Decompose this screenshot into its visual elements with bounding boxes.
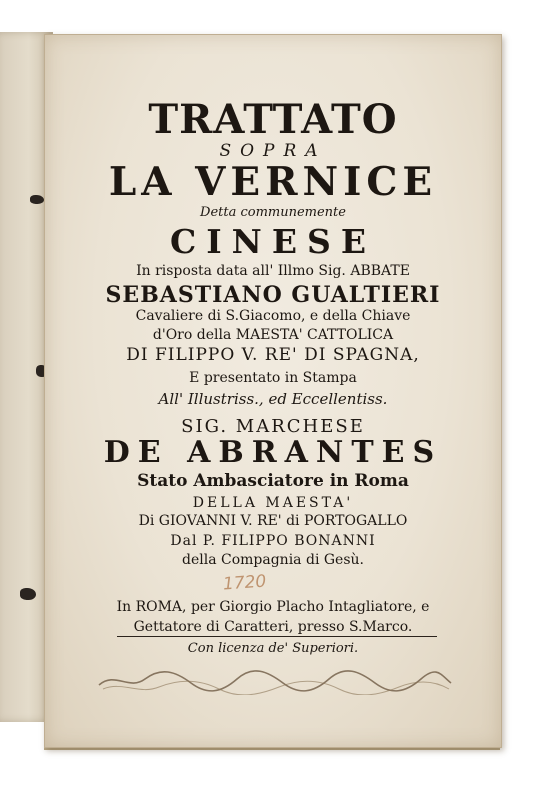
- imprint-line-2: Gettatore di Caratteri, presso S.Marco.: [133, 619, 413, 635]
- imprint-rule: [117, 636, 437, 637]
- title-sopra: SOPRA: [219, 141, 327, 161]
- presented-line: E presentato in Stampa: [189, 370, 357, 386]
- wormhole: [20, 588, 36, 600]
- author-line: Dal P. FILIPPO BONANNI: [170, 533, 376, 549]
- dedicatee-title-1: Cavaliere di S.Giacomo, e della Chiave: [135, 308, 411, 324]
- dedicatee-title-2: d'Oro della MAESTA' CATTOLICA: [152, 327, 394, 343]
- decorative-border-ornament: [95, 667, 455, 695]
- license-line: Con licenza de' Superiori.: [187, 641, 359, 656]
- king-of-portugal: Di GIOVANNI V. RE' di PORTOGALLO: [138, 513, 408, 529]
- ambassador-line: Stato Ambasciatore in Roma: [137, 471, 409, 491]
- dedication-line: In risposta data all' Illmo Sig. ABBATE: [136, 263, 410, 279]
- honorific-line: All' Illustriss., ed Eccellentiss.: [158, 390, 388, 408]
- society-line: della Compagnia di Gesù.: [182, 552, 364, 568]
- marchese-line: SIG. MARCHESE: [181, 416, 365, 437]
- dedicatee-name: SEBASTIANO GUALTIERI: [105, 282, 441, 308]
- de-abrantes: DE ABRANTES: [103, 435, 443, 470]
- king-of-spain: DI FILIPPO V. RE' DI SPAGNA,: [126, 345, 420, 365]
- title-trattato: TRATTATO: [148, 96, 398, 143]
- majesty-line: DELLA MAESTA': [192, 495, 354, 511]
- title-page: [44, 34, 502, 748]
- title-cinese: CINESE: [169, 222, 376, 261]
- imprint-line-1: In ROMA, per Giorgio Placho Intagliatore, e: [116, 599, 430, 615]
- wormhole: [30, 195, 44, 204]
- handwritten-date: 1720: [222, 571, 267, 595]
- subtitle-detta: Detta communemente: [200, 205, 346, 220]
- title-la-vernice: LA VERNICE: [108, 159, 438, 205]
